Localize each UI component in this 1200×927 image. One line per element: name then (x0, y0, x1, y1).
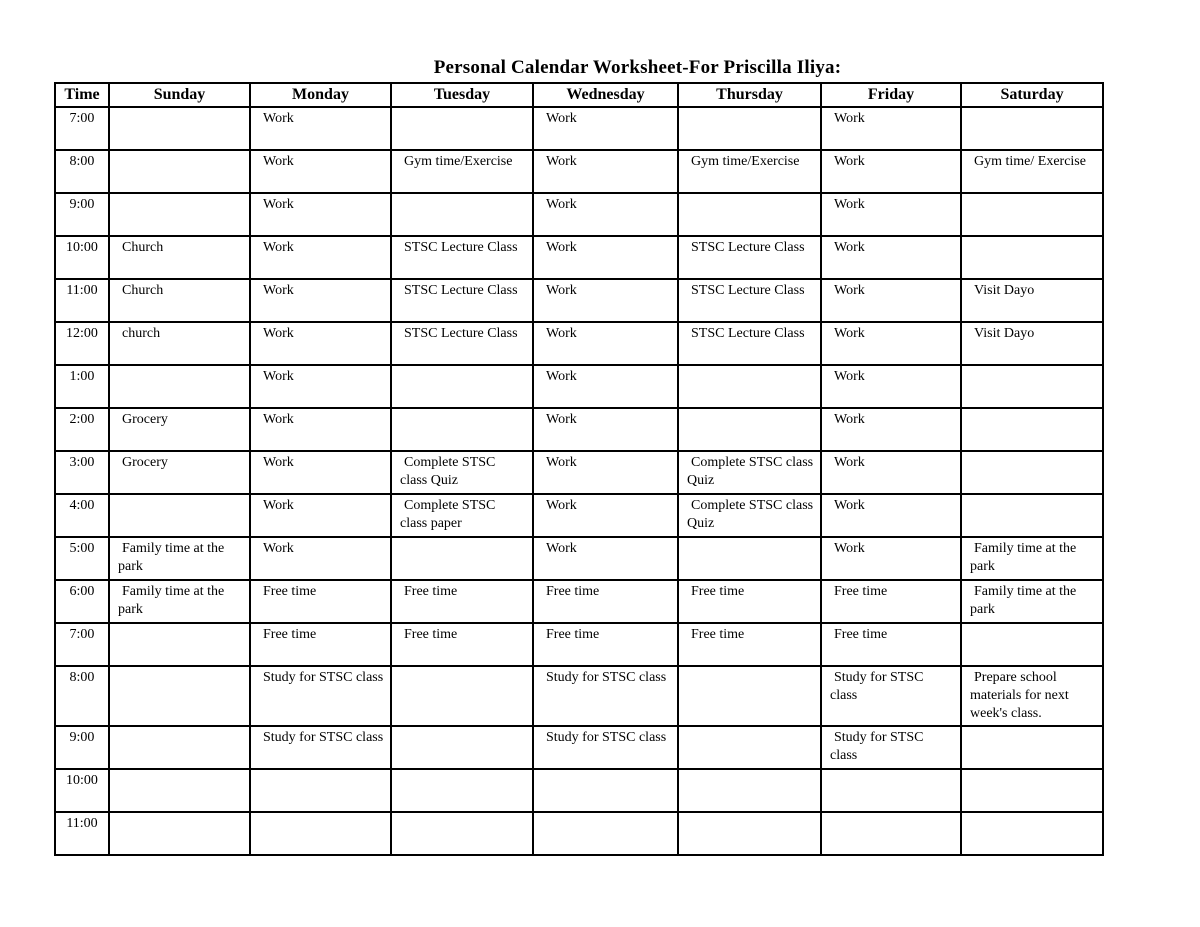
table-row (55, 666, 1103, 726)
event-cell-saturday (961, 107, 1103, 150)
event-cell-tuesday: Complete STSC class paper (391, 494, 533, 537)
event-cell-tuesday (391, 365, 533, 408)
time-cell: 10:00 (55, 236, 109, 279)
table-row (55, 623, 1103, 666)
event-cell-monday: Study for STSC class (250, 666, 391, 726)
event-cell-monday: Work (250, 365, 391, 408)
event-cell-wednesday: Work (533, 279, 678, 322)
event-cell-monday: Work (250, 193, 391, 236)
event-cell-sunday: Family time at the park (109, 537, 250, 580)
event-cell-wednesday: Free time (533, 623, 678, 666)
event-cell-wednesday: Work (533, 322, 678, 365)
time-cell: 6:00 (55, 580, 109, 623)
time-cell: 11:00 (55, 279, 109, 322)
event-cell-tuesday: Complete STSC class Quiz (391, 451, 533, 494)
event-cell-wednesday: Work (533, 150, 678, 193)
table-row (55, 150, 1103, 193)
event-cell-friday: Work (821, 236, 961, 279)
table-row (55, 494, 1103, 537)
event-cell-saturday (961, 365, 1103, 408)
event-cell-friday: Work (821, 365, 961, 408)
event-cell-wednesday: Work (533, 365, 678, 408)
event-cell-saturday: Prepare school materials for next week's class. (961, 666, 1103, 726)
event-cell-friday: Study for STSC class (821, 666, 961, 726)
event-cell-sunday: Church (109, 236, 250, 279)
event-cell-sunday (109, 726, 250, 769)
event-cell-thursday: Complete STSC class Quiz (678, 451, 821, 494)
event-cell-monday: Free time (250, 623, 391, 666)
event-cell-monday: Work (250, 451, 391, 494)
event-cell-saturday (961, 623, 1103, 666)
event-cell-tuesday (391, 726, 533, 769)
event-cell-friday: Work (821, 322, 961, 365)
event-cell-monday: Work (250, 537, 391, 580)
event-cell-friday: Free time (821, 623, 961, 666)
table-row (55, 279, 1103, 322)
table-row (55, 812, 1103, 855)
event-cell-saturday: Family time at the park (961, 537, 1103, 580)
event-cell-saturday (961, 236, 1103, 279)
event-cell-wednesday: Study for STSC class (533, 666, 678, 726)
event-cell-tuesday: STSC Lecture Class (391, 322, 533, 365)
event-cell-friday: Free time (821, 580, 961, 623)
time-cell: 10:00 (55, 769, 109, 812)
event-cell-sunday (109, 769, 250, 812)
time-cell: 7:00 (55, 623, 109, 666)
event-cell-wednesday: Work (533, 107, 678, 150)
event-cell-saturday: Gym time/ Exercise (961, 150, 1103, 193)
event-cell-sunday: Church (109, 279, 250, 322)
event-cell-thursday: Complete STSC class Quiz (678, 494, 821, 537)
time-cell: 9:00 (55, 726, 109, 769)
event-cell-thursday (678, 726, 821, 769)
event-cell-sunday (109, 193, 250, 236)
header-friday: Friday (821, 83, 961, 107)
event-cell-sunday: Grocery (109, 408, 250, 451)
event-cell-thursday (678, 769, 821, 812)
time-cell: 9:00 (55, 193, 109, 236)
table-row (55, 193, 1103, 236)
event-cell-thursday (678, 193, 821, 236)
event-cell-friday: Work (821, 494, 961, 537)
header-tuesday: Tuesday (391, 83, 533, 107)
event-cell-monday: Work (250, 107, 391, 150)
event-cell-friday (821, 812, 961, 855)
event-cell-sunday: Grocery (109, 451, 250, 494)
table-row (55, 537, 1103, 580)
event-cell-friday: Work (821, 537, 961, 580)
event-cell-sunday: church (109, 322, 250, 365)
calendar-body (55, 107, 1103, 855)
event-cell-wednesday (533, 812, 678, 855)
header-wednesday: Wednesday (533, 83, 678, 107)
event-cell-friday (821, 769, 961, 812)
event-cell-monday: Work (250, 322, 391, 365)
event-cell-saturday (961, 812, 1103, 855)
event-cell-wednesday: Work (533, 236, 678, 279)
event-cell-tuesday (391, 193, 533, 236)
event-cell-tuesday (391, 666, 533, 726)
time-cell: 8:00 (55, 666, 109, 726)
event-cell-wednesday: Study for STSC class (533, 726, 678, 769)
event-cell-thursday: STSC Lecture Class (678, 322, 821, 365)
time-cell: 12:00 (55, 322, 109, 365)
table-row (55, 769, 1103, 812)
time-cell: 11:00 (55, 812, 109, 855)
event-cell-tuesday: STSC Lecture Class (391, 279, 533, 322)
event-cell-monday: Work (250, 279, 391, 322)
table-row (55, 322, 1103, 365)
table-row (55, 236, 1103, 279)
event-cell-tuesday: Free time (391, 580, 533, 623)
time-cell: 8:00 (55, 150, 109, 193)
event-cell-monday (250, 769, 391, 812)
event-cell-sunday (109, 365, 250, 408)
event-cell-tuesday (391, 107, 533, 150)
event-cell-thursday: STSC Lecture Class (678, 236, 821, 279)
event-cell-saturday (961, 193, 1103, 236)
event-cell-sunday (109, 494, 250, 537)
event-cell-tuesday: STSC Lecture Class (391, 236, 533, 279)
event-cell-thursday (678, 812, 821, 855)
event-cell-saturday: Visit Dayo (961, 322, 1103, 365)
page-title: Personal Calendar Worksheet-For Priscilla Iliya: (433, 57, 842, 78)
event-cell-sunday (109, 812, 250, 855)
event-cell-thursday (678, 107, 821, 150)
time-cell: 1:00 (55, 365, 109, 408)
header-time: Time (55, 83, 109, 107)
event-cell-sunday (109, 107, 250, 150)
event-cell-sunday (109, 666, 250, 726)
event-cell-tuesday (391, 769, 533, 812)
event-cell-thursday: Free time (678, 580, 821, 623)
event-cell-sunday (109, 623, 250, 666)
table-row (55, 365, 1103, 408)
event-cell-wednesday: Work (533, 451, 678, 494)
event-cell-wednesday: Work (533, 408, 678, 451)
time-cell: 4:00 (55, 494, 109, 537)
event-cell-saturday: Family time at the park (961, 580, 1103, 623)
table-row (55, 451, 1103, 494)
event-cell-friday: Work (821, 107, 961, 150)
event-cell-tuesday: Free time (391, 623, 533, 666)
time-cell: 3:00 (55, 451, 109, 494)
event-cell-saturday (961, 726, 1103, 769)
event-cell-thursday: STSC Lecture Class (678, 279, 821, 322)
event-cell-friday: Work (821, 451, 961, 494)
event-cell-thursday (678, 666, 821, 726)
event-cell-thursday: Gym time/Exercise (678, 150, 821, 193)
event-cell-monday: Free time (250, 580, 391, 623)
event-cell-saturday (961, 451, 1103, 494)
event-cell-thursday (678, 537, 821, 580)
event-cell-saturday: Visit Dayo (961, 279, 1103, 322)
time-cell: 2:00 (55, 408, 109, 451)
header-monday: Monday (250, 83, 391, 107)
event-cell-thursday: Free time (678, 623, 821, 666)
event-cell-tuesday (391, 812, 533, 855)
event-cell-friday: Study for STSC class (821, 726, 961, 769)
event-cell-sunday: Family time at the park (109, 580, 250, 623)
event-cell-monday: Work (250, 150, 391, 193)
event-cell-wednesday: Work (533, 193, 678, 236)
event-cell-saturday (961, 408, 1103, 451)
event-cell-thursday (678, 408, 821, 451)
event-cell-tuesday (391, 408, 533, 451)
time-cell: 7:00 (55, 107, 109, 150)
event-cell-friday: Work (821, 193, 961, 236)
time-cell: 5:00 (55, 537, 109, 580)
event-cell-friday: Work (821, 408, 961, 451)
table-row (55, 408, 1103, 451)
header-saturday: Saturday (961, 83, 1103, 107)
event-cell-tuesday: Gym time/Exercise (391, 150, 533, 193)
event-cell-monday: Work (250, 494, 391, 537)
event-cell-monday (250, 812, 391, 855)
header-sunday: Sunday (109, 83, 250, 107)
table-row (55, 107, 1103, 150)
event-cell-tuesday (391, 537, 533, 580)
table-row (55, 726, 1103, 769)
event-cell-monday: Work (250, 236, 391, 279)
header-thursday: Thursday (678, 83, 821, 107)
event-cell-sunday (109, 150, 250, 193)
event-cell-wednesday: Work (533, 537, 678, 580)
table-row (55, 580, 1103, 623)
event-cell-wednesday: Free time (533, 580, 678, 623)
header-row (55, 83, 1103, 107)
event-cell-wednesday: Work (533, 494, 678, 537)
event-cell-friday: Work (821, 279, 961, 322)
event-cell-monday: Study for STSC class (250, 726, 391, 769)
calendar-table (54, 82, 1104, 856)
event-cell-saturday (961, 494, 1103, 537)
event-cell-thursday (678, 365, 821, 408)
event-cell-friday: Work (821, 150, 961, 193)
event-cell-wednesday (533, 769, 678, 812)
event-cell-saturday (961, 769, 1103, 812)
event-cell-monday: Work (250, 408, 391, 451)
